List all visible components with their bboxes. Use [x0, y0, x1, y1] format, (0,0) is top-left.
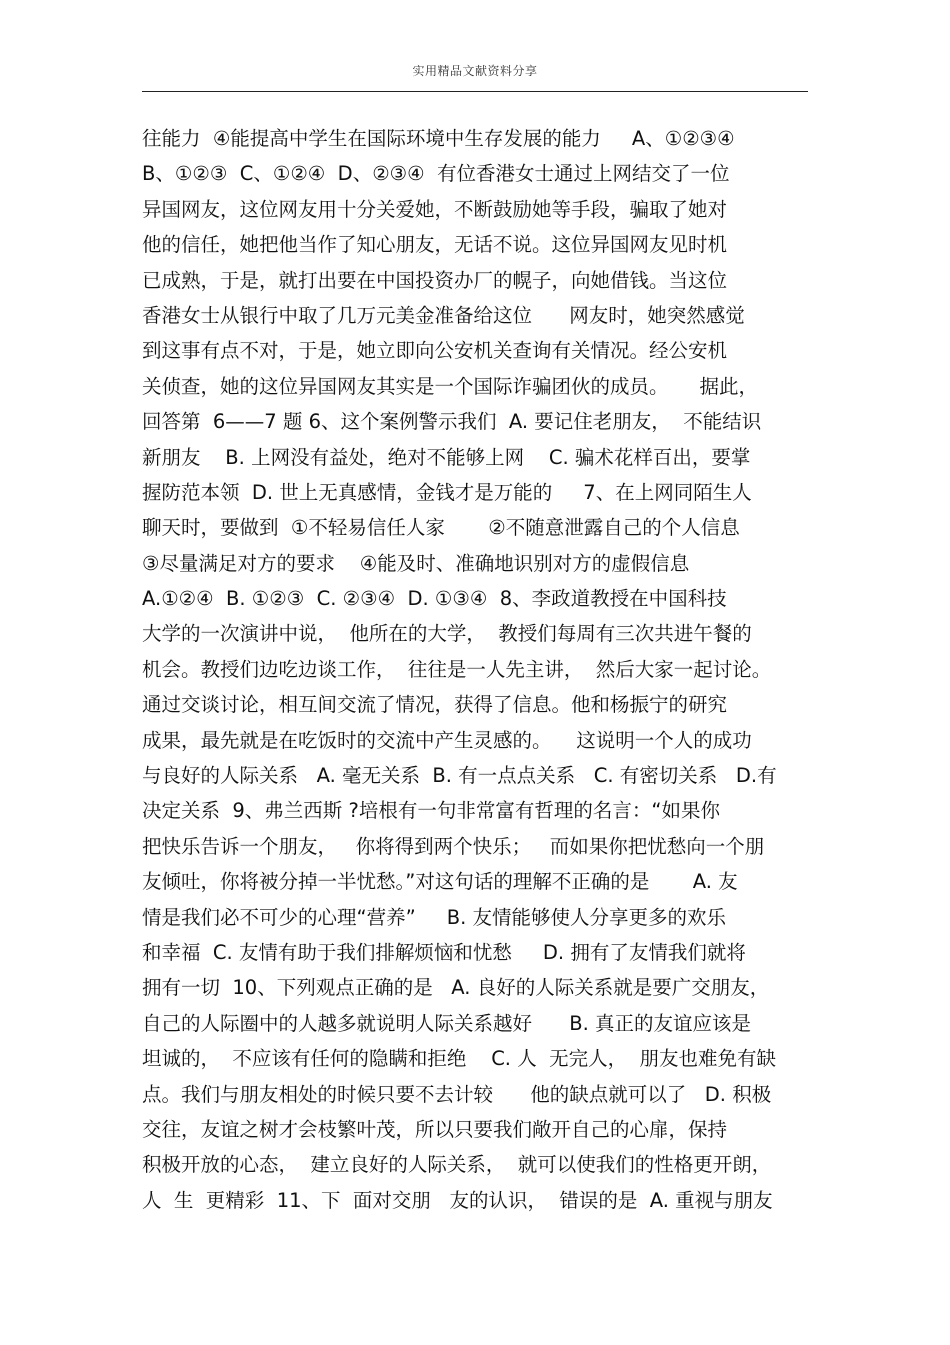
text-line: 和幸福 C. 友情有助于我们排解烦恼和忧愁 D. 拥有了友情我们就将	[142, 940, 746, 964]
text-line: 坦诚的， 不应该有任何的隐瞒和拒绝 C. 人 无完人， 朋友也难免有缺	[142, 1047, 776, 1071]
text-line: 友倾吐，你将被分掉一半忧愁。”对这句话的理解不正确的是 A. 友	[142, 870, 738, 894]
text-line: 自己的人际圈中的人越多就说明人际关系越好 B. 真正的友谊应该是	[142, 1011, 751, 1035]
text-line: 机会。教授们边吃边谈工作， 往往是一人先主讲， 然后大家一起讨论。	[142, 657, 772, 681]
text-line: 点。我们与朋友相处的时候只要不去计较 他的缺点就可以了 D. 积极	[142, 1082, 772, 1106]
text-line: 积极开放的心态， 建立良好的人际关系， 就可以使我们的性格更开朗，	[142, 1153, 772, 1177]
text-line: 拥有一切 10、下列观点正确的是 A. 良好的人际关系就是要广交朋友，	[142, 976, 770, 1000]
text-line: 大学的一次演讲中说， 他所在的大学， 教授们每周有三次共进午餐的	[142, 622, 752, 646]
text-line: 已成熟，于是，就打出要在中国投资办厂的幌子，向她借钱。当这位	[142, 268, 728, 292]
text-line: B、①②③ C、①②④ D、②③④ 有位香港女士通过上网结交了一位	[142, 162, 730, 186]
text-line: 关侦查，她的这位异国网友其实是一个国际诈骗团伙的成员。 据此，	[142, 374, 758, 398]
document-body	[142, 121, 808, 1218]
text-line: 到这事有点不对，于是，她立即向公安机关查询有关情况。经公安机	[142, 339, 728, 363]
text-line: 回答第 6——7 题 6、这个案例警示我们 A. 要记住老朋友， 不能结识	[142, 410, 762, 434]
text-line: ③尽量满足对方的要求 ④能及时、准确地识别对方的虚假信息	[142, 551, 690, 575]
text-line: 决定关系 9、弗兰西斯 ?培根有一句非常富有哲理的名言：“如果你	[142, 799, 720, 823]
header-divider	[142, 91, 808, 92]
text-line: 往能力 ④能提高中学生在国际环境中生存发展的能力 A、①②③④	[142, 127, 735, 150]
text-line: 异国网友，这位网友用十分关爱她，不断鼓励她等手段，骗取了她对	[142, 197, 728, 221]
text-line: 交往，友谊之树才会枝繁叶茂，所以只要我们敞开自己的心扉，保持	[142, 1117, 728, 1141]
text-line: 人 生 更精彩 11、下 面对交朋 友的认识， 错误的是 A. 重视与朋友	[142, 1188, 773, 1212]
text-line: 握防范本领 D. 世上无真感情，金钱才是万能的 7、在上网同陌生人	[142, 480, 752, 504]
text-line: 情是我们必不可少的心理“营养” B. 友情能够使人分享更多的欢乐	[142, 905, 726, 929]
text-line: 通过交谈讨论，相互间交流了情况，获得了信息。他和杨振宁的研究	[142, 693, 728, 717]
text-line: 香港女士从银行中取了几万元美金准备给这位 网友时，她突然感觉	[142, 303, 745, 327]
text-line: 与良好的人际关系 A. 毫无关系 B. 有一点点关系 C. 有密切关系 D.有	[142, 764, 777, 788]
text-line: 把快乐告诉一个朋友， 你将得到两个快乐； 而如果你把忧愁向一个朋	[142, 834, 765, 858]
text-line: 他的信任，她把他当作了知心朋友，无话不说。这位异国网友见时机	[142, 233, 728, 257]
text-line: 聊天时，要做到 ①不轻易信任人家 ②不随意泄露自己的个人信息	[142, 516, 740, 540]
text-line: 新朋友 B. 上网没有益处，绝对不能够上网 C. 骗术花样百出，要掌	[142, 445, 751, 469]
text-line: A.①②④ B. ①②③ C. ②③④ D. ①③④ 8、李政道教授在中国科技	[142, 587, 727, 611]
text-line: 成果，最先就是在吃饭时的交流中产生灵感的。 这说明一个人的成功	[142, 728, 752, 752]
page-header: 实用精品文献资料分享	[412, 64, 538, 78]
